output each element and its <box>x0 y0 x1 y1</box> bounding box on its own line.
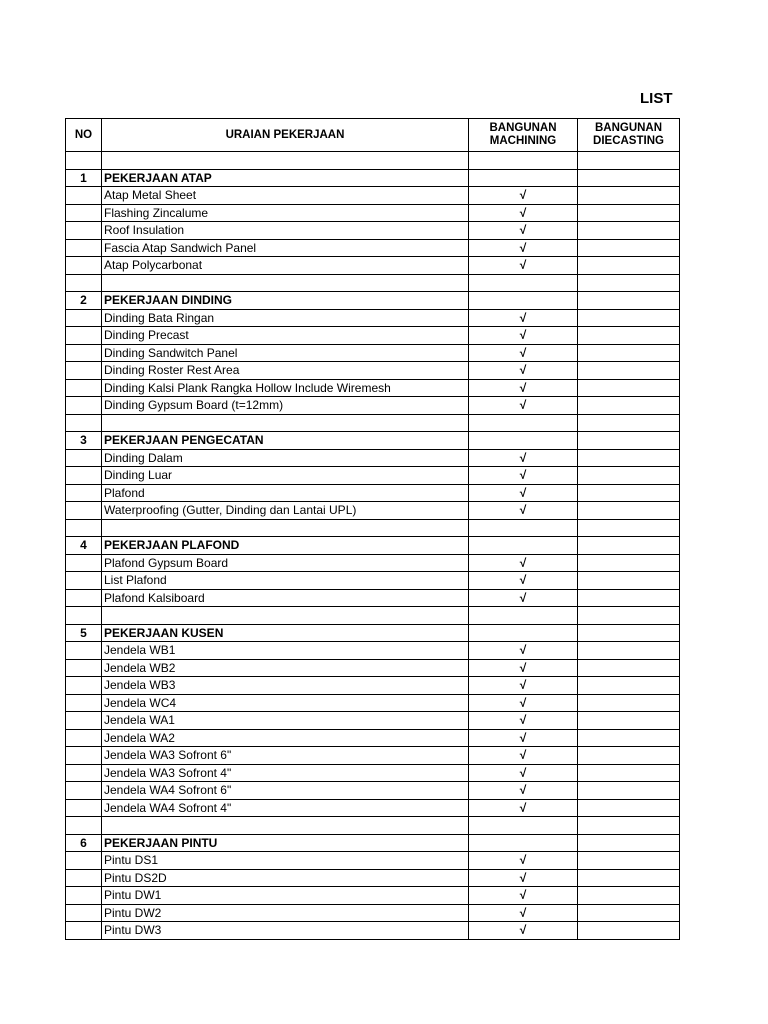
row-number-cell: 5 <box>66 624 102 642</box>
section-title-cell: PEKERJAAN PLAFOND <box>102 537 469 555</box>
table-row <box>66 589 680 607</box>
section-row <box>66 292 680 310</box>
row-number-cell <box>66 344 102 362</box>
work-item-cell: Plafond <box>102 484 469 502</box>
machining-check-cell <box>469 414 578 432</box>
diecasting-check-cell <box>578 257 680 275</box>
machining-check-cell <box>469 834 578 852</box>
row-number-cell <box>66 467 102 485</box>
section-row <box>66 432 680 450</box>
work-item-cell: Jendela WA4 Sofront 4" <box>102 799 469 817</box>
work-item-cell: Roof Insulation <box>102 222 469 240</box>
row-number-cell <box>66 502 102 520</box>
table-row <box>66 887 680 905</box>
diecasting-check-cell <box>578 519 680 537</box>
row-number-cell <box>66 239 102 257</box>
diecasting-check-cell <box>578 834 680 852</box>
table-body <box>66 152 680 940</box>
machining-check-cell <box>469 624 578 642</box>
table-row <box>66 449 680 467</box>
row-number-cell <box>66 869 102 887</box>
work-item-cell: Pintu DS1 <box>102 852 469 870</box>
row-number-cell <box>66 659 102 677</box>
diecasting-check-cell <box>578 869 680 887</box>
table-header-row <box>66 119 680 152</box>
diecasting-check-cell <box>578 904 680 922</box>
table-row <box>66 642 680 660</box>
machining-check-cell <box>469 274 578 292</box>
machining-check-cell: √ <box>469 187 578 205</box>
row-number-cell <box>66 747 102 765</box>
row-number-cell: 6 <box>66 834 102 852</box>
table-row <box>66 729 680 747</box>
diecasting-check-cell <box>578 782 680 800</box>
header-bangunan-machining-label: BANGUNAN MACHINING <box>489 122 557 147</box>
diecasting-check-cell <box>578 659 680 677</box>
machining-check-cell: √ <box>469 887 578 905</box>
row-number-cell <box>66 554 102 572</box>
diecasting-check-cell <box>578 677 680 695</box>
work-item-cell: Jendela WB3 <box>102 677 469 695</box>
diecasting-check-cell <box>578 607 680 625</box>
row-number-cell <box>66 729 102 747</box>
diecasting-check-cell <box>578 432 680 450</box>
machining-check-cell <box>469 537 578 555</box>
work-item-cell: Plafond Gypsum Board <box>102 554 469 572</box>
table-row <box>66 344 680 362</box>
machining-check-cell <box>469 607 578 625</box>
machining-check-cell: √ <box>469 362 578 380</box>
diecasting-check-cell <box>578 379 680 397</box>
diecasting-check-cell <box>578 152 680 170</box>
row-number-cell: 1 <box>66 169 102 187</box>
section-title-cell: PEKERJAAN KUSEN <box>102 624 469 642</box>
work-item-cell: Dinding Bata Ringan <box>102 309 469 327</box>
table-row <box>66 922 680 940</box>
table-row <box>66 204 680 222</box>
work-item-cell: Atap Metal Sheet <box>102 187 469 205</box>
row-number-cell <box>66 327 102 345</box>
diecasting-check-cell <box>578 467 680 485</box>
table-row <box>66 309 680 327</box>
work-item-cell: Pintu DW1 <box>102 887 469 905</box>
machining-check-cell <box>469 292 578 310</box>
table-row <box>66 397 680 415</box>
section-title-cell: PEKERJAAN PENGECATAN <box>102 432 469 450</box>
diecasting-check-cell <box>578 274 680 292</box>
row-number-cell <box>66 362 102 380</box>
machining-check-cell: √ <box>469 309 578 327</box>
section-title-cell: PEKERJAAN DINDING <box>102 292 469 310</box>
work-item-cell: Jendela WA1 <box>102 712 469 730</box>
blank-row <box>66 274 680 292</box>
table-row <box>66 764 680 782</box>
machining-check-cell: √ <box>469 484 578 502</box>
diecasting-check-cell <box>578 502 680 520</box>
work-item-cell <box>102 274 469 292</box>
row-number-cell <box>66 519 102 537</box>
work-item-cell: Dinding Kalsi Plank Rangka Hollow Include Wiremesh <box>102 379 469 397</box>
work-item-cell <box>102 152 469 170</box>
header-bangunan-diecasting <box>578 119 680 152</box>
row-number-cell <box>66 782 102 800</box>
machining-check-cell: √ <box>469 659 578 677</box>
row-number-cell <box>66 204 102 222</box>
row-number-cell <box>66 799 102 817</box>
table-row <box>66 379 680 397</box>
row-number-cell <box>66 694 102 712</box>
row-number-cell: 2 <box>66 292 102 310</box>
work-item-cell: Dinding Sandwitch Panel <box>102 344 469 362</box>
diecasting-check-cell <box>578 239 680 257</box>
machining-check-cell: √ <box>469 379 578 397</box>
row-number-cell <box>66 677 102 695</box>
diecasting-check-cell <box>578 589 680 607</box>
row-number-cell <box>66 484 102 502</box>
work-item-cell: Pintu DS2D <box>102 869 469 887</box>
work-item-cell: Pintu DW3 <box>102 922 469 940</box>
diecasting-check-cell <box>578 922 680 940</box>
section-row <box>66 537 680 555</box>
diecasting-check-cell <box>578 817 680 835</box>
machining-check-cell <box>469 519 578 537</box>
machining-check-cell: √ <box>469 922 578 940</box>
diecasting-check-cell <box>578 624 680 642</box>
work-item-cell <box>102 607 469 625</box>
header-bangunan-diecasting-label: BANGUNAN DIECASTING <box>593 122 664 147</box>
machining-check-cell: √ <box>469 554 578 572</box>
diecasting-check-cell <box>578 169 680 187</box>
work-item-cell: List Plafond <box>102 572 469 590</box>
machining-check-cell: √ <box>469 257 578 275</box>
table-row <box>66 677 680 695</box>
work-item-cell <box>102 414 469 432</box>
diecasting-check-cell <box>578 642 680 660</box>
row-number-cell: 4 <box>66 537 102 555</box>
machining-check-cell: √ <box>469 869 578 887</box>
machining-check-cell <box>469 152 578 170</box>
row-number-cell <box>66 309 102 327</box>
table-row <box>66 712 680 730</box>
diecasting-check-cell <box>578 887 680 905</box>
section-row <box>66 624 680 642</box>
section-title-cell: PEKERJAAN PINTU <box>102 834 469 852</box>
table-row <box>66 852 680 870</box>
machining-check-cell: √ <box>469 572 578 590</box>
diecasting-check-cell <box>578 572 680 590</box>
row-number-cell <box>66 187 102 205</box>
work-item-cell: Jendela WA3 Sofront 6" <box>102 747 469 765</box>
table-row <box>66 257 680 275</box>
machining-check-cell: √ <box>469 204 578 222</box>
machining-check-cell: √ <box>469 799 578 817</box>
diecasting-check-cell <box>578 449 680 467</box>
machining-check-cell: √ <box>469 852 578 870</box>
work-item-cell: Waterproofing (Gutter, Dinding dan Lantai UPL) <box>102 502 469 520</box>
diecasting-check-cell <box>578 222 680 240</box>
machining-check-cell <box>469 432 578 450</box>
diecasting-check-cell <box>578 344 680 362</box>
work-item-cell: Jendela WB1 <box>102 642 469 660</box>
diecasting-check-cell <box>578 537 680 555</box>
row-number-cell <box>66 852 102 870</box>
work-item-cell: Dinding Gypsum Board (t=12mm) <box>102 397 469 415</box>
machining-check-cell: √ <box>469 642 578 660</box>
table-row <box>66 362 680 380</box>
diecasting-check-cell <box>578 712 680 730</box>
row-number-cell <box>66 414 102 432</box>
work-item-cell: Fascia Atap Sandwich Panel <box>102 239 469 257</box>
header-bangunan-machining <box>469 119 578 152</box>
table-row <box>66 659 680 677</box>
diecasting-check-cell <box>578 292 680 310</box>
section-row <box>66 834 680 852</box>
table-row <box>66 572 680 590</box>
diecasting-check-cell <box>578 852 680 870</box>
section-row <box>66 169 680 187</box>
table-row <box>66 222 680 240</box>
machining-check-cell: √ <box>469 344 578 362</box>
work-item-cell: Jendela WC4 <box>102 694 469 712</box>
diecasting-check-cell <box>578 204 680 222</box>
work-item-cell: Atap Polycarbonat <box>102 257 469 275</box>
table-row <box>66 239 680 257</box>
work-item-cell: Jendela WA3 Sofront 4" <box>102 764 469 782</box>
diecasting-check-cell <box>578 694 680 712</box>
machining-check-cell: √ <box>469 764 578 782</box>
diecasting-check-cell <box>578 362 680 380</box>
machining-check-cell: √ <box>469 327 578 345</box>
table-row <box>66 799 680 817</box>
diecasting-check-cell <box>578 187 680 205</box>
machining-check-cell: √ <box>469 712 578 730</box>
work-item-cell: Jendela WA4 Sofront 6" <box>102 782 469 800</box>
table-row <box>66 484 680 502</box>
work-item-cell <box>102 519 469 537</box>
diecasting-check-cell <box>578 327 680 345</box>
row-number-cell <box>66 817 102 835</box>
machining-check-cell: √ <box>469 502 578 520</box>
blank-row <box>66 607 680 625</box>
row-number-cell <box>66 712 102 730</box>
header-uraian-pekerjaan: URAIAN PEKERJAAN <box>102 119 469 152</box>
blank-row <box>66 414 680 432</box>
diecasting-check-cell <box>578 799 680 817</box>
work-item-cell: Dinding Precast <box>102 327 469 345</box>
table-row <box>66 554 680 572</box>
table-row <box>66 782 680 800</box>
row-number-cell <box>66 922 102 940</box>
row-number-cell <box>66 274 102 292</box>
machining-check-cell: √ <box>469 222 578 240</box>
diecasting-check-cell <box>578 414 680 432</box>
diecasting-check-cell <box>578 554 680 572</box>
table-row <box>66 694 680 712</box>
diecasting-check-cell <box>578 764 680 782</box>
machining-check-cell: √ <box>469 449 578 467</box>
work-items-table <box>65 118 680 940</box>
work-item-cell: Dinding Roster Rest Area <box>102 362 469 380</box>
row-number-cell <box>66 397 102 415</box>
work-item-cell: Jendela WB2 <box>102 659 469 677</box>
row-number-cell <box>66 572 102 590</box>
row-number-cell: 3 <box>66 432 102 450</box>
row-number-cell <box>66 642 102 660</box>
machining-check-cell: √ <box>469 397 578 415</box>
row-number-cell <box>66 257 102 275</box>
table-row <box>66 187 680 205</box>
machining-check-cell: √ <box>469 747 578 765</box>
blank-row <box>66 817 680 835</box>
diecasting-check-cell <box>578 484 680 502</box>
table-row <box>66 747 680 765</box>
machining-check-cell: √ <box>469 239 578 257</box>
diecasting-check-cell <box>578 729 680 747</box>
table-row <box>66 502 680 520</box>
header-no: NO <box>66 119 102 152</box>
table-row <box>66 327 680 345</box>
row-number-cell <box>66 887 102 905</box>
diecasting-check-cell <box>578 747 680 765</box>
machining-check-cell: √ <box>469 729 578 747</box>
machining-check-cell <box>469 169 578 187</box>
diecasting-check-cell <box>578 397 680 415</box>
machining-check-cell: √ <box>469 677 578 695</box>
machining-check-cell: √ <box>469 904 578 922</box>
machining-check-cell: √ <box>469 782 578 800</box>
row-number-cell <box>66 607 102 625</box>
row-number-cell <box>66 589 102 607</box>
row-number-cell <box>66 449 102 467</box>
row-number-cell <box>66 152 102 170</box>
row-number-cell <box>66 222 102 240</box>
work-item-cell: Flashing Zincalume <box>102 204 469 222</box>
machining-check-cell: √ <box>469 694 578 712</box>
machining-check-cell <box>469 817 578 835</box>
row-number-cell <box>66 764 102 782</box>
row-number-cell <box>66 904 102 922</box>
work-item-cell: Dinding Dalam <box>102 449 469 467</box>
table-row <box>66 869 680 887</box>
work-item-cell: Jendela WA2 <box>102 729 469 747</box>
machining-check-cell: √ <box>469 467 578 485</box>
diecasting-check-cell <box>578 309 680 327</box>
work-item-cell <box>102 817 469 835</box>
blank-row <box>66 152 680 170</box>
blank-row <box>66 519 680 537</box>
work-item-cell: Dinding Luar <box>102 467 469 485</box>
row-number-cell <box>66 379 102 397</box>
section-title-cell: PEKERJAAN ATAP <box>102 169 469 187</box>
table-row <box>66 904 680 922</box>
machining-check-cell: √ <box>469 589 578 607</box>
work-item-cell: Pintu DW2 <box>102 904 469 922</box>
page-title: LIST <box>640 90 673 107</box>
work-item-cell: Plafond Kalsiboard <box>102 589 469 607</box>
table-row <box>66 467 680 485</box>
